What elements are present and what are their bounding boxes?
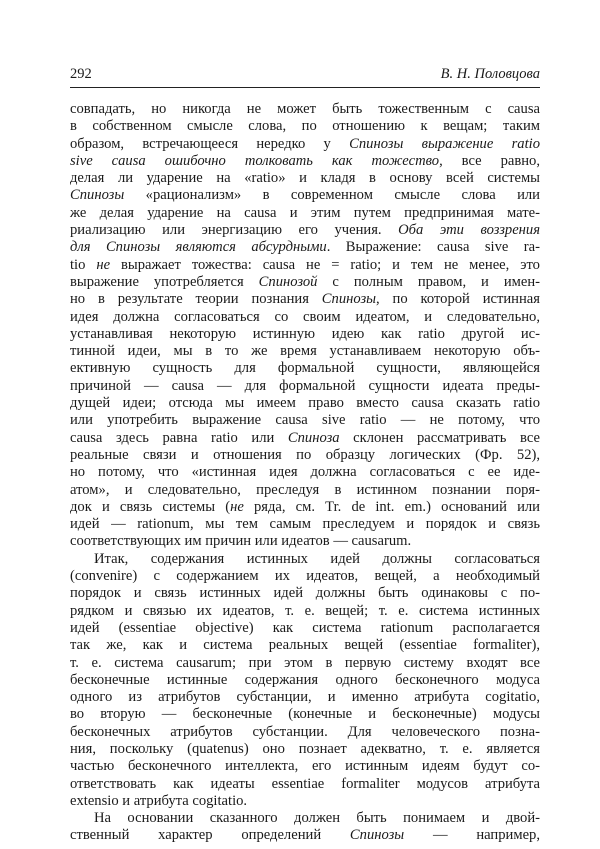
italic-segment: не [230,498,244,515]
text-segment: — например, [404,827,541,844]
text-segment: Итак, содержания истинных идей должны согласоваться [94,550,540,567]
text-line [70,603,540,620]
text-segment: causa здесь равна ratio или [70,429,288,446]
text-line [70,655,540,672]
text-line [70,499,540,516]
text-segment: бесконечных атрибутов субстанции. Для человеческого позна- [70,723,540,740]
text-line [70,257,540,274]
text-segment: extensio и атрибута cogitatio. [70,792,248,809]
text-segment: делая ли ударение на «ratio» и кладя в основу всей системы [70,170,540,187]
text-line [70,239,540,256]
text-segment: , по которой истинная [376,291,540,308]
text-line [70,205,540,222]
text-line [70,482,540,499]
text-line [70,758,540,775]
text-segment: в собственном смысле слова, по отношению к вещам; таким [70,118,540,135]
italic-segment: для Спинозы являются абсурдными [70,239,327,256]
text-segment: соответствующих им причин или идеатов — causarum. [70,533,412,550]
text-segment: реальные связи и отношения по образцу логических (Фр. 52), [70,446,540,463]
text-segment: идей — rationum, мы тем самым преследуем и порядок и связь [70,516,540,533]
text-segment: же делая ударение на causa и этим путем предпринимая мате- [70,204,540,221]
text-line [70,689,540,706]
text-segment: или употребить выражение causa sive ratio — не потому, что [70,412,540,429]
text-line [70,447,540,464]
text-segment: одного из атрибутов субстанции, и именно атрибута cogitatio, [70,689,540,706]
text-line [70,291,540,308]
text-line [70,343,540,360]
text-line [70,136,540,153]
text-segment: порядок и связь истинных идей должны быть одинаковы с по- [70,585,540,602]
text-segment: так же, как и система реальных вещей (essentiae formaliter), [70,637,540,654]
text-segment: выражает тожества: causa не = ratio; и тем не менее, это [110,256,540,273]
italic-segment: Спинозы [70,187,125,204]
text-segment: т. е. система causarum; при этом в первую систему входят все [70,654,540,671]
italic-segment: Спинозы [321,291,377,308]
italic-segment: Спиноза [287,429,340,446]
paragraph [70,810,540,845]
text-segment: tio [70,256,97,273]
text-line [70,793,540,810]
running-head-author: В. Н. Половцова [440,66,540,82]
text-line [70,187,540,204]
paragraph [70,551,540,810]
text-line [70,360,540,377]
text-segment: ряда, см. Tr. de int. em.) оснований или [243,498,540,515]
text-segment: выражение употребляется [70,273,259,290]
text-segment: ния, поскольку (quatenus) оно познает адекватно, т. е. является [70,740,540,757]
text-line [70,533,540,550]
text-segment: риализацию или энергизацию его учения. [70,222,399,239]
text-line [70,551,540,568]
text-line [70,672,540,689]
text-segment: но потому, что «истинная идея должна согласоваться с ее иде- [70,464,540,481]
text-segment: устанавливая некоторую истинную идею как ratio другой ис- [70,325,540,342]
running-header [70,64,540,86]
text-line [70,827,540,844]
text-segment: склонен рассматривать все [339,429,540,446]
page-number: 292 [70,66,92,82]
italic-segment: sive causa ошибочно толковать как тожество [70,152,440,169]
text-segment: но в результате теории познания [70,291,322,308]
text-line [70,170,540,187]
text-segment: «рационализм» в современном смысле слова или [124,187,540,204]
text-line [70,706,540,723]
text-line [70,430,540,447]
text-line [70,741,540,758]
text-line [70,222,540,239]
text-line [70,620,540,637]
text-line [70,309,540,326]
text-segment: атом», и следовательно, преследуя в истинном познании поря- [70,481,540,498]
text-segment: . Выражение: causa sive ra- [326,239,540,256]
text-segment: идей (essentiae objective) как система rationum располагается [70,619,540,636]
text-line [70,810,540,827]
text-segment: ответствовать как идеаты essentiae formaliter модусов атрибута [70,775,540,792]
text-segment: ективную сущность для формальной сущности, являющейся [70,360,540,377]
text-segment: во вторую — бесконечные (конечные и бесконечные) модусы [70,706,540,723]
text-segment: частью бесконечного интеллекта, его истинным идеям будут со- [70,758,540,775]
italic-segment: Спинозы выражение ratio [349,135,540,152]
text-line [70,724,540,741]
text-segment: совпадать, но никогда не может быть тожественным с causa [70,101,540,117]
text-line [70,395,540,412]
text-line [70,274,540,291]
text-segment: (convenire) с содержанием их идеатов, вещей, а необходимый [70,568,540,585]
italic-segment: Спинозой [258,273,318,290]
text-segment: бесконечные истинные содержания одного бесконечного модуса [70,671,540,688]
text-segment: рядком и связью их идеатов, т. е. вещей; т. е. система истинных [70,602,540,619]
text-line [70,776,540,793]
text-line [70,637,540,654]
text-segment: , все равно, [439,152,541,169]
text-segment: тинной идеи, мы в то же время устанавливаем некоторую объ- [70,343,540,360]
italic-segment: не [96,256,111,273]
text-line [70,153,540,170]
text-segment: ственный характер определений [70,827,350,844]
text-line [70,464,540,481]
text-segment: причиной — causa — для формальной сущности идеата преды- [70,377,540,394]
text-line [70,585,540,602]
text-segment: образом, встречающееся нередко у [70,135,350,152]
body-text [70,101,540,845]
paragraph [70,101,540,551]
text-line [70,101,540,118]
text-line [70,118,540,135]
text-segment: дущей идеи; отсюда мы имеем право вместо causa сказать ratio [70,395,540,412]
italic-segment: Спинозы [349,827,405,844]
text-segment: На основании сказанного должен быть понимаем и двой- [94,810,540,827]
text-line [70,326,540,343]
text-segment: с полным правом, и имен- [317,273,541,290]
text-line [70,378,540,395]
text-line [70,412,540,429]
text-segment: док и связь системы ( [70,498,231,515]
header-rule [70,87,540,88]
text-segment: идея должна согласоваться со своим идеатом, и следовательно, [70,308,540,325]
italic-segment: Оба эти воззрения [398,222,540,239]
text-line [70,516,540,533]
text-line [70,568,540,585]
